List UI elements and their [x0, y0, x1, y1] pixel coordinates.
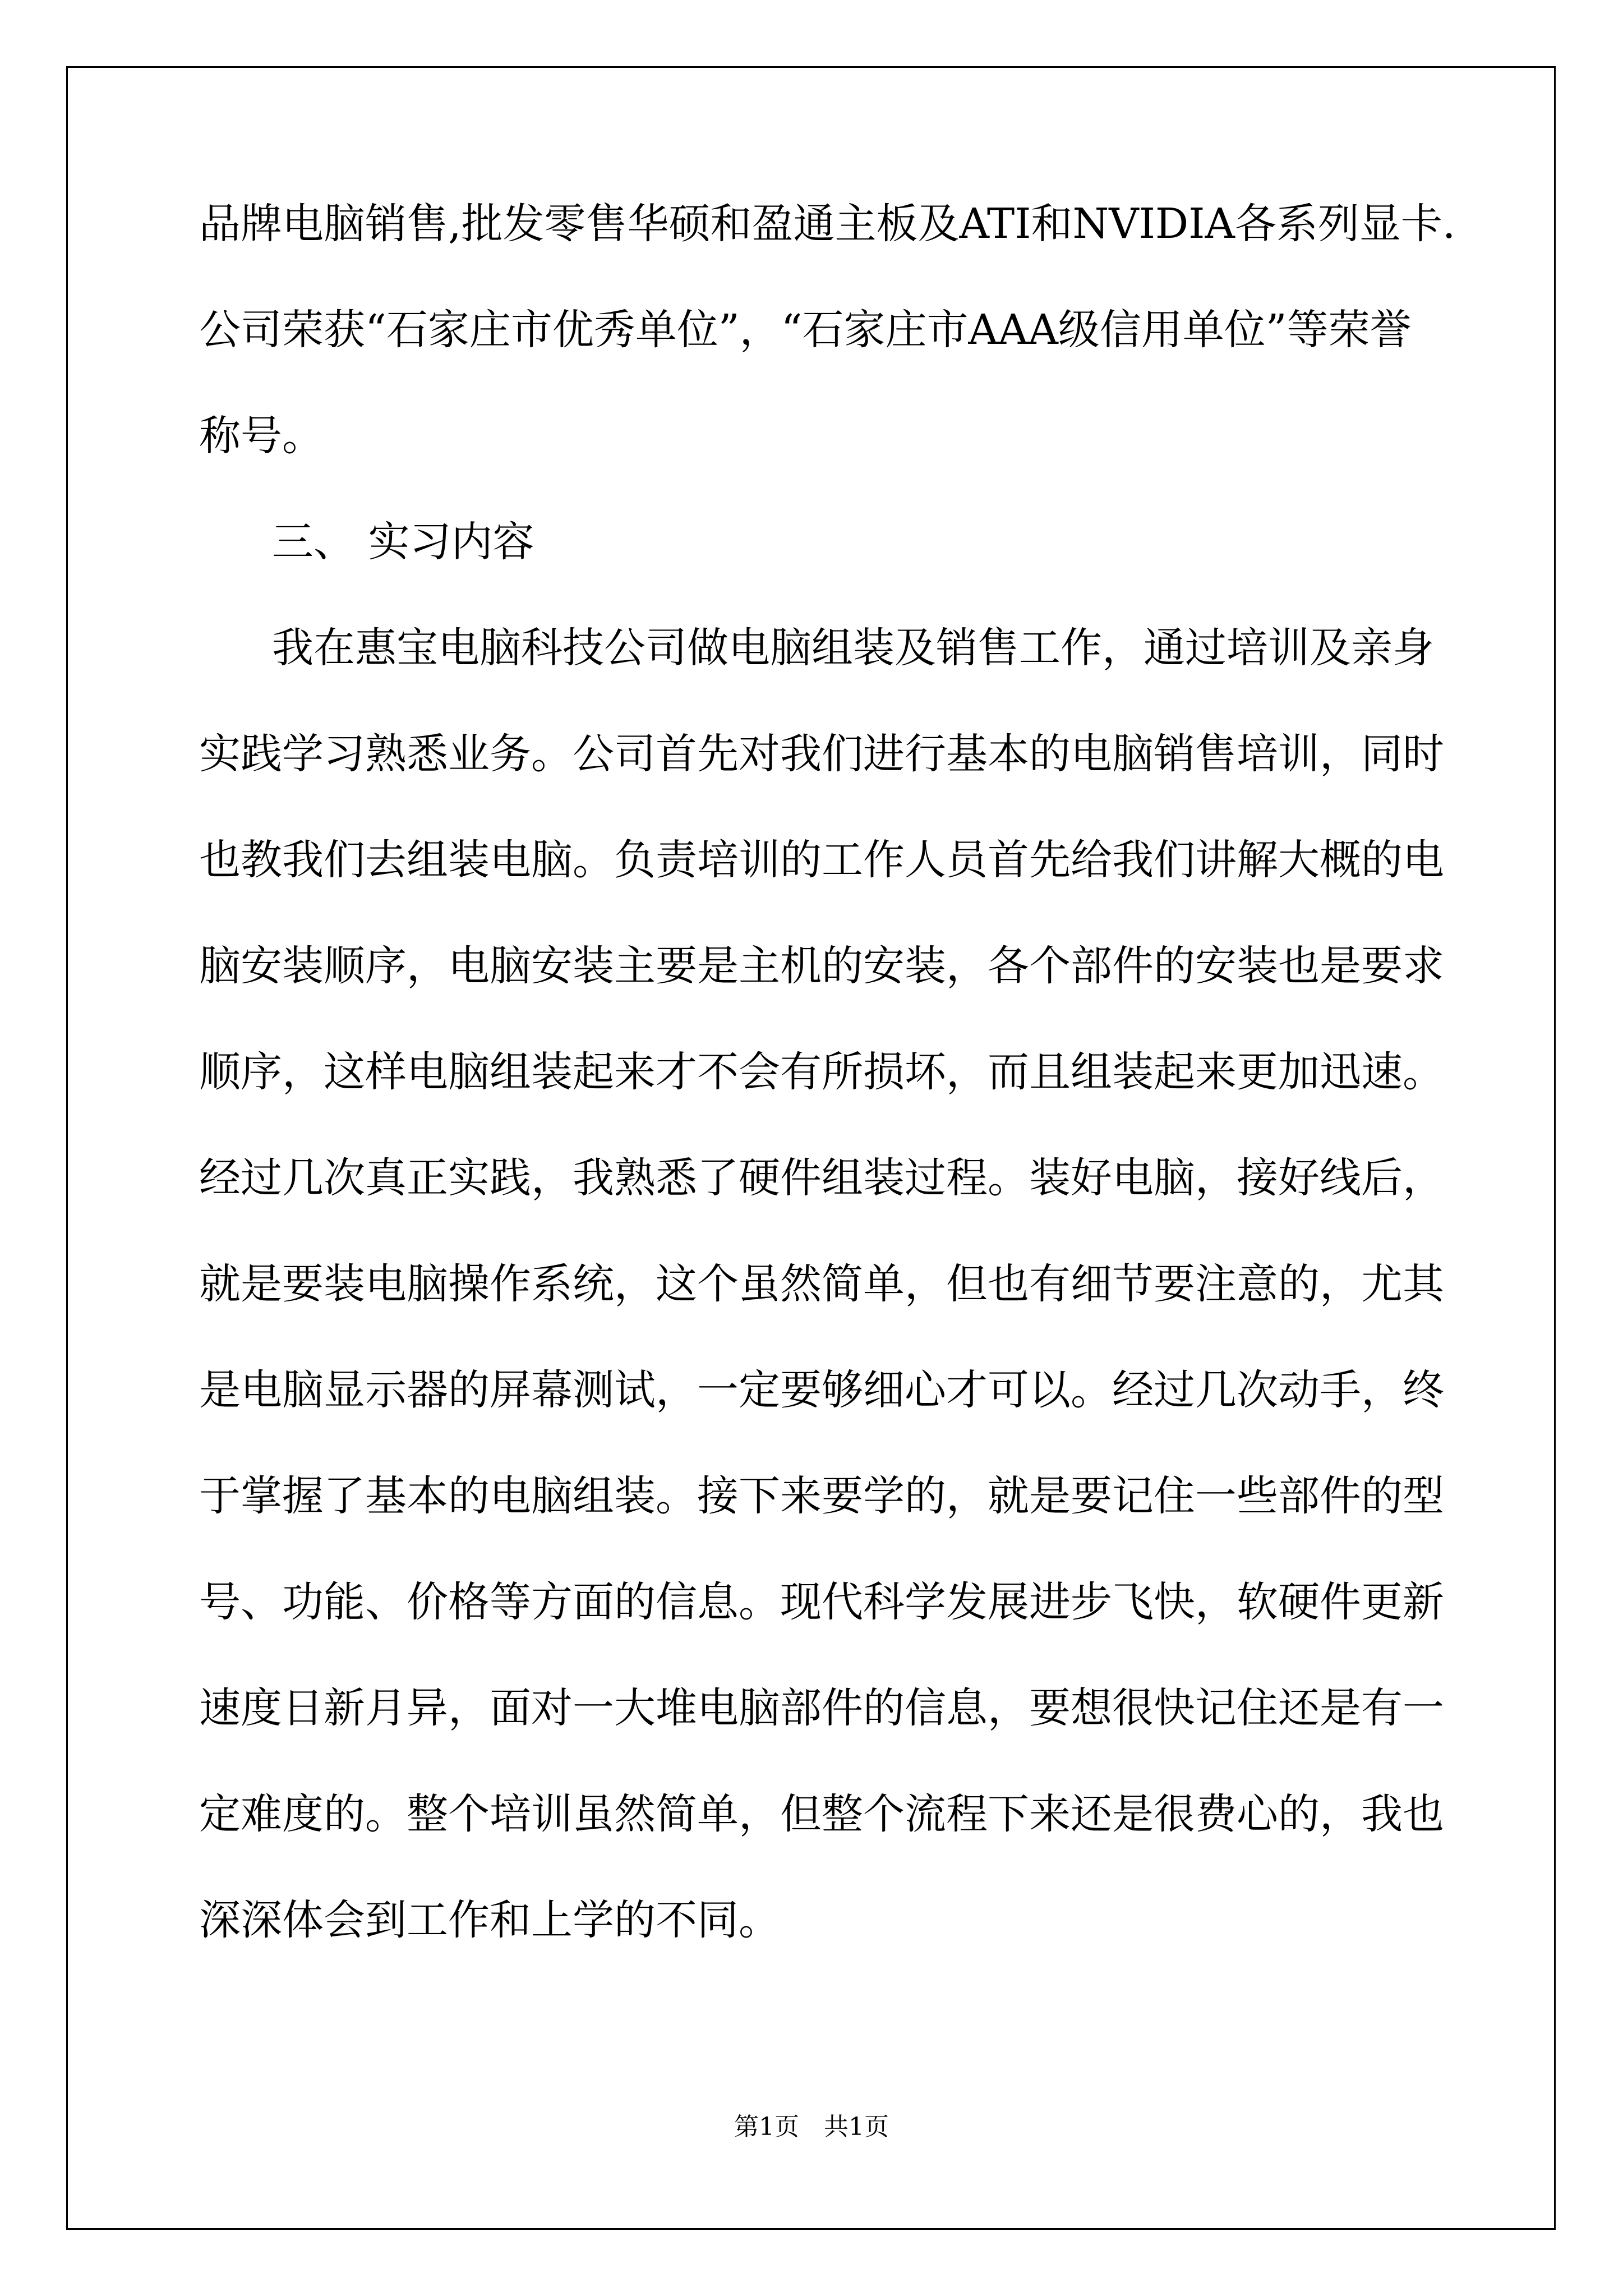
text-line: 定难度的。整个培训虽然简单，但整个流程下来还是很费心的，我也 [199, 1790, 1444, 1838]
text-line: 是电脑显示器的屏幕测试，一定要够细心才可以。经过几次动手，终 [199, 1366, 1444, 1414]
text-line: 也教我们去组装电脑。负责培训的工作人员首先给我们讲解大概的电 [199, 836, 1444, 884]
text-line: 顺序，这样电脑组装起来才不会有所损坏，而且组装起来更加迅速。 [199, 1048, 1444, 1096]
text-line: 品牌电脑销售,批发零售华硕和盈通主板及ATI和NVIDIA各系列显卡. [199, 200, 1456, 248]
text-line: 脑安装顺序，电脑安装主要是主机的安装，各个部件的安装也是要求 [199, 942, 1444, 990]
page-number-footer: 第1页 共1页 [734, 2113, 889, 2141]
text-line: 号、功能、价格等方面的信息。现代科学发展进步飞快，软硬件更新 [199, 1578, 1444, 1626]
text-line: 于掌握了基本的电脑组装。接下来要学的，就是要记住一些部件的型 [199, 1472, 1444, 1520]
paragraph-first-line: 我在惠宝电脑科技公司做电脑组装及销售工作，通过培训及亲身 [272, 624, 1434, 672]
text-line: 实践学习熟悉业务。公司首先对我们进行基本的电脑销售培训，同时 [199, 730, 1444, 778]
text-line: 经过几次真正实践，我熟悉了硬件组装过程。装好电脑，接好线后， [199, 1154, 1444, 1202]
text-line: 深深体会到工作和上学的不同。 [199, 1896, 780, 1944]
text-line: 速度日新月异，面对一大堆电脑部件的信息，要想很快记住还是有一 [199, 1684, 1444, 1732]
text-line: 就是要装电脑操作系统，这个虽然简单，但也有细节要注意的，尤其 [199, 1260, 1444, 1308]
text-line: 称号。 [199, 412, 324, 460]
section-heading: 三、 实习内容 [272, 518, 534, 566]
text-line: 公司荣获“石家庄市优秀单位”，“石家庄市AAA级信用单位”等荣誉 [199, 306, 1412, 354]
